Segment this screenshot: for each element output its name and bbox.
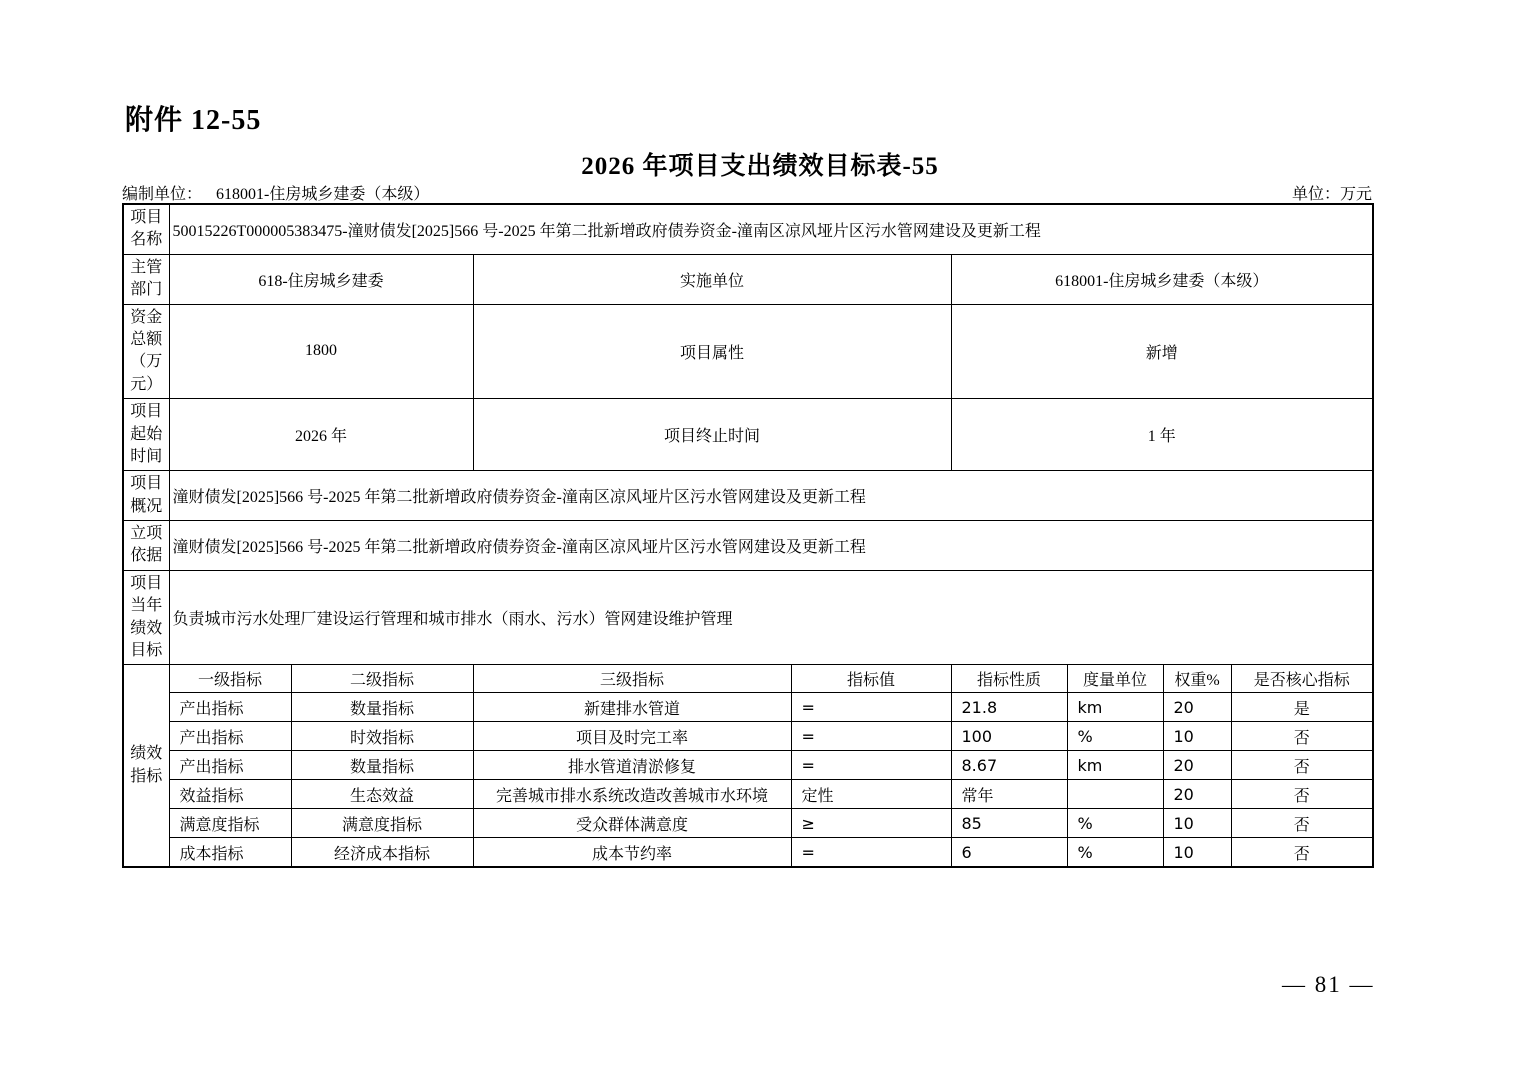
cell-level3: 完善城市排水系统改造改善城市水环境 bbox=[473, 780, 791, 809]
cell-measure-unit: % bbox=[1067, 722, 1163, 751]
header-level3: 三级指标 bbox=[473, 665, 791, 693]
cell-weight: 20 bbox=[1163, 780, 1231, 809]
cell-level1: 产出指标 bbox=[169, 722, 291, 751]
row-total-fund bbox=[123, 304, 1373, 399]
cell-indicator-value: = bbox=[791, 722, 951, 751]
cell-level1: 成本指标 bbox=[169, 838, 291, 867]
page-title: 2026 年项目支出绩效目标表-55 bbox=[581, 153, 939, 180]
cell-is-core: 否 bbox=[1231, 809, 1373, 838]
indicator-row bbox=[123, 780, 1373, 809]
end-label: 项目终止时间 bbox=[473, 399, 951, 471]
indicator-header-row bbox=[123, 665, 1373, 693]
header-is-core: 是否核心指标 bbox=[1231, 665, 1373, 693]
cell-indicator-nature: 85 bbox=[951, 809, 1067, 838]
cell-level2: 生态效益 bbox=[291, 780, 473, 809]
dept-value: 618-住房城乡建委 bbox=[169, 254, 473, 304]
cell-indicator-value: 定性 bbox=[791, 780, 951, 809]
header-weight: 权重% bbox=[1163, 665, 1231, 693]
cell-indicator-value: ≥ bbox=[791, 809, 951, 838]
project-name-label: 项目名称 bbox=[123, 204, 169, 254]
attachment-label: 附件 12-55 bbox=[125, 105, 262, 136]
cell-level3: 新建排水管道 bbox=[473, 693, 791, 722]
cell-indicator-nature: 21.8 bbox=[951, 693, 1067, 722]
prepared-by-value: 618001-住房城乡建委（本级） bbox=[216, 186, 430, 203]
indicators-section-label: 绩效指标 bbox=[123, 665, 169, 867]
cell-indicator-value: = bbox=[791, 693, 951, 722]
impl-unit-value: 618001-住房城乡建委（本级） bbox=[951, 254, 1373, 304]
cell-level3: 项目及时完工率 bbox=[473, 722, 791, 751]
cell-level3: 成本节约率 bbox=[473, 838, 791, 867]
cell-level2: 数量指标 bbox=[291, 693, 473, 722]
cell-is-core: 否 bbox=[1231, 751, 1373, 780]
row-annual-goal bbox=[123, 570, 1373, 665]
header-indicator-nature: 指标性质 bbox=[951, 665, 1067, 693]
start-label: 项目起始时间 bbox=[123, 399, 169, 471]
overview-label: 项目概况 bbox=[123, 471, 169, 521]
prepared-by bbox=[122, 181, 439, 204]
row-department bbox=[123, 254, 1373, 304]
cell-measure-unit bbox=[1067, 780, 1163, 809]
header-level2: 二级指标 bbox=[291, 665, 473, 693]
row-basis bbox=[123, 521, 1373, 571]
impl-unit-label: 实施单位 bbox=[473, 254, 951, 304]
cell-level1: 产出指标 bbox=[169, 751, 291, 780]
header-level1: 一级指标 bbox=[169, 665, 291, 693]
cell-level1: 满意度指标 bbox=[169, 809, 291, 838]
indicator-row bbox=[123, 838, 1373, 867]
indicator-row bbox=[123, 809, 1373, 838]
cell-indicator-nature: 8.67 bbox=[951, 751, 1067, 780]
cell-indicator-nature: 常年 bbox=[951, 780, 1067, 809]
cell-measure-unit: km bbox=[1067, 693, 1163, 722]
indicator-row bbox=[123, 693, 1373, 722]
annual-goal-label: 项目当年绩效目标 bbox=[123, 570, 169, 665]
project-name-value: 50015226T000005383475-潼财债发[2025]566 号-2025 年第二批新增政府债券资金-潼南区凉风垭片区污水管网建设及更新工程 bbox=[169, 204, 1373, 254]
cell-level2: 数量指标 bbox=[291, 751, 473, 780]
cell-indicator-value: = bbox=[791, 751, 951, 780]
basis-value: 潼财债发[2025]566 号-2025 年第二批新增政府债券资金-潼南区凉风垭片区污水管网建设及更新工程 bbox=[169, 521, 1373, 571]
total-fund-label: 资金总额（万元） bbox=[123, 304, 169, 399]
annual-goal-value: 负责城市污水处理厂建设运行管理和城市排水（雨水、污水）管网建设维护管理 bbox=[169, 570, 1373, 665]
cell-weight: 20 bbox=[1163, 693, 1231, 722]
attribute-value: 新增 bbox=[951, 304, 1373, 399]
cell-indicator-nature: 6 bbox=[951, 838, 1067, 867]
end-value: 1 年 bbox=[951, 399, 1373, 471]
cell-level2: 经济成本指标 bbox=[291, 838, 473, 867]
cell-indicator-nature: 100 bbox=[951, 722, 1067, 751]
cell-weight: 10 bbox=[1163, 722, 1231, 751]
cell-level3: 受众群体满意度 bbox=[473, 809, 791, 838]
start-value: 2026 年 bbox=[169, 399, 473, 471]
cell-indicator-value: = bbox=[791, 838, 951, 867]
dept-label: 主管部门 bbox=[123, 254, 169, 304]
cell-is-core: 否 bbox=[1231, 780, 1373, 809]
cell-level2: 满意度指标 bbox=[291, 809, 473, 838]
page-number: — 81 — bbox=[1282, 972, 1375, 997]
basis-label: 立项依据 bbox=[123, 521, 169, 571]
cell-level2: 时效指标 bbox=[291, 722, 473, 751]
cell-measure-unit: % bbox=[1067, 809, 1163, 838]
cell-measure-unit: km bbox=[1067, 751, 1163, 780]
cell-is-core: 是 bbox=[1231, 693, 1373, 722]
cell-weight: 10 bbox=[1163, 838, 1231, 867]
attribute-label: 项目属性 bbox=[473, 304, 951, 399]
cell-weight: 20 bbox=[1163, 751, 1231, 780]
cell-is-core: 否 bbox=[1231, 722, 1373, 751]
row-project-name bbox=[123, 204, 1373, 254]
cell-weight: 10 bbox=[1163, 809, 1231, 838]
overview-value: 潼财债发[2025]566 号-2025 年第二批新增政府债券资金-潼南区凉风垭片区污水管网建设及更新工程 bbox=[169, 471, 1373, 521]
header-measure-unit: 度量单位 bbox=[1067, 665, 1163, 693]
meta-row bbox=[122, 181, 1372, 204]
cell-level1: 效益指标 bbox=[169, 780, 291, 809]
header-indicator-value: 指标值 bbox=[791, 665, 951, 693]
unit-label: 单位：万元 bbox=[1291, 186, 1372, 203]
cell-is-core: 否 bbox=[1231, 838, 1373, 867]
total-fund-value: 1800 bbox=[169, 304, 473, 399]
indicator-row bbox=[123, 751, 1373, 780]
prepared-by-label: 编制单位： bbox=[122, 186, 203, 203]
cell-level1: 产出指标 bbox=[169, 693, 291, 722]
row-project-dates bbox=[123, 399, 1373, 471]
indicator-row bbox=[123, 722, 1373, 751]
cell-measure-unit: % bbox=[1067, 838, 1163, 867]
performance-target-table bbox=[122, 203, 1374, 868]
cell-level3: 排水管道清淤修复 bbox=[473, 751, 791, 780]
row-overview bbox=[123, 471, 1373, 521]
